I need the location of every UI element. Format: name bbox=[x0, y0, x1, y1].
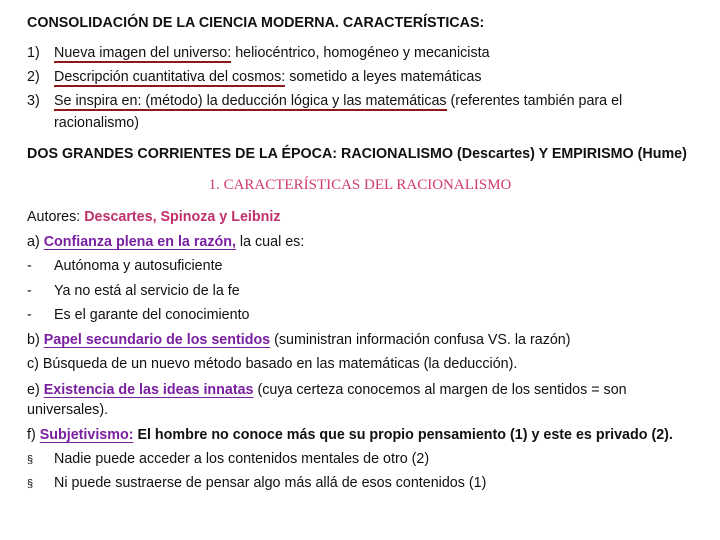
point-a-item-2 bbox=[27, 281, 240, 301]
point-c: c) Búsqueda de un nuevo método basado en las matemáticas (la deducción). bbox=[27, 356, 518, 372]
bullet-text: Nadie puede acceder a los contenidos mentales de otro (2) bbox=[54, 451, 430, 467]
point-letter: e) bbox=[27, 382, 40, 398]
point-underlined: Confianza plena en la razón, bbox=[43, 234, 236, 250]
item-number: 3) bbox=[27, 93, 40, 109]
point-f bbox=[27, 425, 673, 445]
item-number: 1) bbox=[27, 45, 40, 61]
point-e-cont: universales). bbox=[27, 402, 109, 418]
item-text: sometido a leyes matemáticas bbox=[285, 69, 482, 85]
point-underlined: Papel secundario de los sentidos bbox=[43, 332, 271, 348]
intro-item-2 bbox=[27, 67, 482, 87]
bullet-text: Ya no está al servicio de la fe bbox=[54, 283, 240, 299]
item-underlined: Nueva imagen del universo: bbox=[54, 45, 232, 61]
square-bullet: § bbox=[27, 478, 34, 490]
dash-bullet: - bbox=[27, 283, 32, 299]
authors-label: Autores: bbox=[27, 209, 85, 225]
intro-item-1 bbox=[27, 43, 490, 63]
point-text: El hombre no conoce más que su propio pensamiento (1) y este es privado (2). bbox=[133, 427, 673, 443]
item-underlined: Descripción cuantitativa del cosmos: bbox=[54, 69, 286, 85]
point-text: (cuya certeza conocemos al margen de los sentidos = son bbox=[253, 382, 627, 398]
point-a bbox=[27, 232, 304, 252]
point-e bbox=[27, 380, 627, 400]
bullet-text: Es el garante del conocimiento bbox=[54, 307, 250, 323]
square-bullet: § bbox=[27, 454, 34, 466]
dash-bullet: - bbox=[27, 258, 32, 274]
intro-title: CONSOLIDACIÓN DE LA CIENCIA MODERNA. CARACTERÍSTICAS: bbox=[27, 15, 485, 31]
section-heading: 1. CARACTERÍSTICAS DEL RACIONALISMO bbox=[208, 177, 512, 193]
point-letter: a) bbox=[27, 234, 40, 250]
point-underlined: Subjetivismo: bbox=[39, 427, 134, 443]
dash-bullet: - bbox=[27, 307, 32, 323]
point-letter: f) bbox=[27, 427, 36, 443]
point-text: (suministran información confusa VS. la razón) bbox=[270, 332, 571, 348]
point-letter: b) bbox=[27, 332, 40, 348]
item-text: (referentes también para el bbox=[446, 93, 623, 109]
point-text: la cual es: bbox=[235, 234, 305, 250]
currents-heading: DOS GRANDES CORRIENTES DE LA ÉPOCA: RACIONALISMO (Descartes) Y EMPIRISMO (Hume) bbox=[27, 146, 687, 162]
bullet-text: Ni puede sustraerse de pensar algo más allá de esos contenidos (1) bbox=[54, 475, 487, 491]
item-number: 2) bbox=[27, 69, 40, 85]
authors-line bbox=[27, 207, 280, 227]
point-b bbox=[27, 330, 571, 350]
authors-names: Descartes, Spinoza y Leibniz bbox=[84, 209, 281, 225]
point-f-item-1 bbox=[27, 449, 429, 470]
point-f-item-2 bbox=[27, 473, 486, 494]
intro-item-3 bbox=[27, 91, 622, 111]
item-underlined: Se inspira en: (método) la deducción lógica y las matemáticas bbox=[54, 93, 447, 109]
intro-item-3-cont: racionalismo) bbox=[54, 115, 140, 131]
point-underlined: Existencia de las ideas innatas bbox=[43, 382, 254, 398]
bullet-text: Autónoma y autosuficiente bbox=[54, 258, 223, 274]
point-a-item-3 bbox=[27, 305, 250, 325]
item-text: heliocéntrico, homogéneo y mecanicista bbox=[231, 45, 490, 61]
point-a-item-1 bbox=[27, 256, 223, 276]
